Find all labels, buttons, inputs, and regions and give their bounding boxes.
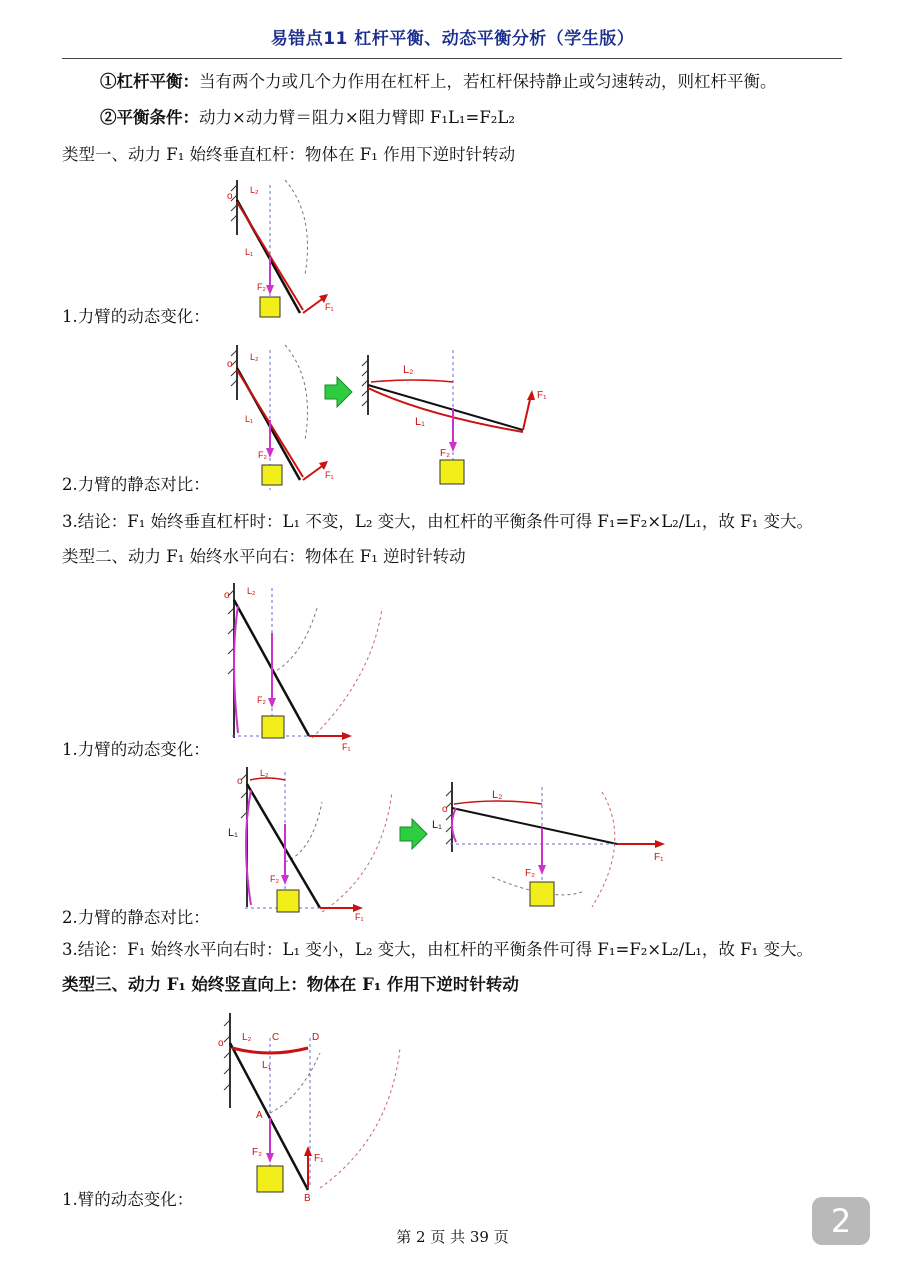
label-f1: F₁	[355, 912, 364, 922]
label-l2: L₂	[250, 185, 259, 195]
label-f2: F₂	[257, 282, 266, 292]
type1-conclusion: 3.结论：F₁ 始终垂直杠杆时：L₁ 不变，L₂ 变大，由杠杆的平衡条件可得 F₁=F₂×L₂/L₁，故 F₁ 变大。	[62, 512, 813, 531]
type1-static-diagram	[225, 340, 555, 495]
label-l1: L₁	[245, 247, 254, 257]
definition-label: ①杠杆平衡：	[100, 72, 199, 91]
label-f1: F₁	[325, 302, 334, 312]
type1-item1: 1.力臂的动态变化：	[62, 307, 210, 326]
label-f2: F₂	[252, 1147, 262, 1158]
label-b: B	[304, 1193, 311, 1203]
condition-text: 动力×动力臂＝阻力×阻力臂即 F₁L₁=F₂L₂	[199, 108, 515, 127]
type1-heading: 类型一、动力 F₁ 始终垂直杠杆：物体在 F₁ 作用下逆时针转动	[62, 145, 516, 164]
pivot-o: o	[224, 590, 230, 601]
label-f2: F₂	[257, 695, 266, 705]
label-l1: L₁	[245, 414, 254, 424]
pivot-o: o	[237, 776, 243, 787]
page-title: 易错点11 杠杆平衡、动态平衡分析（学生版）	[270, 29, 635, 49]
label-l2: L₂	[250, 352, 259, 362]
label-l1: L₁	[228, 827, 238, 839]
label-d: D	[312, 1032, 320, 1043]
label-f2: F₂	[270, 874, 279, 884]
label-c: C	[272, 1032, 280, 1043]
label-f1: F₁	[325, 470, 334, 480]
type2-conclusion: 3.结论：F₁ 始终水平向右时：L₁ 变小，L₂ 变大，由杠杆的平衡条件可得 F₁=F₂×L₂/L₁，故 F₁ 变大。	[62, 940, 813, 959]
label-f1: F₁	[314, 1153, 324, 1164]
pivot-o: o	[442, 804, 448, 815]
label-f2: F₂	[525, 868, 535, 879]
page-footer: 第 2 页 共 39 页	[396, 1228, 509, 1246]
type2-heading: 类型二、动力 F₁ 始终水平向右：物体在 F₁ 逆时针转动	[62, 547, 466, 566]
pivot-o: o	[227, 191, 233, 202]
label-l1: L₁	[432, 819, 442, 831]
label-f2: F₂	[258, 450, 267, 460]
pivot-o: o	[227, 359, 233, 370]
label-f2: F₂	[440, 448, 450, 459]
lever-balance-definition	[100, 72, 777, 92]
label-f1: F₁	[342, 742, 351, 752]
type3-dynamic-diagram	[200, 1008, 410, 1203]
label-l2: L₂	[247, 586, 256, 596]
page-number-badge: 2	[812, 1197, 870, 1245]
header-divider	[62, 58, 842, 59]
green-arrow-icon	[400, 819, 427, 849]
label-l2: L₂	[403, 364, 414, 376]
type2-static-diagram	[222, 762, 692, 927]
type2-dynamic-diagram	[222, 578, 397, 753]
condition-label: ②平衡条件：	[100, 108, 199, 127]
type2-item1: 1.力臂的动态变化：	[62, 740, 210, 759]
label-l2: L₂	[260, 768, 269, 778]
type1-item2: 2.力臂的静态对比：	[62, 475, 210, 494]
label-l1: L₁	[415, 416, 425, 428]
type1-dynamic-diagram	[225, 175, 345, 320]
type3-item1: 1.臂的动态变化：	[62, 1190, 194, 1209]
balance-condition	[100, 108, 515, 128]
pivot-o: o	[218, 1038, 224, 1049]
type3-heading: 类型三、动力 F₁ 始终竖直向上：物体在 F₁ 作用下逆时针转动	[62, 975, 519, 994]
label-l2: L₂	[242, 1032, 252, 1043]
label-l1: L₁	[262, 1060, 271, 1071]
label-a: A	[256, 1110, 263, 1121]
definition-text: 当有两个力或几个力作用在杠杆上，若杠杆保持静止或匀速转动，则杠杆平衡。	[199, 72, 777, 91]
green-arrow-icon	[325, 377, 352, 407]
type2-item2: 2.力臂的静态对比：	[62, 908, 210, 927]
label-f1: F₁	[654, 852, 664, 863]
label-l2: L₂	[492, 789, 503, 801]
label-f1: F₁	[537, 390, 547, 401]
